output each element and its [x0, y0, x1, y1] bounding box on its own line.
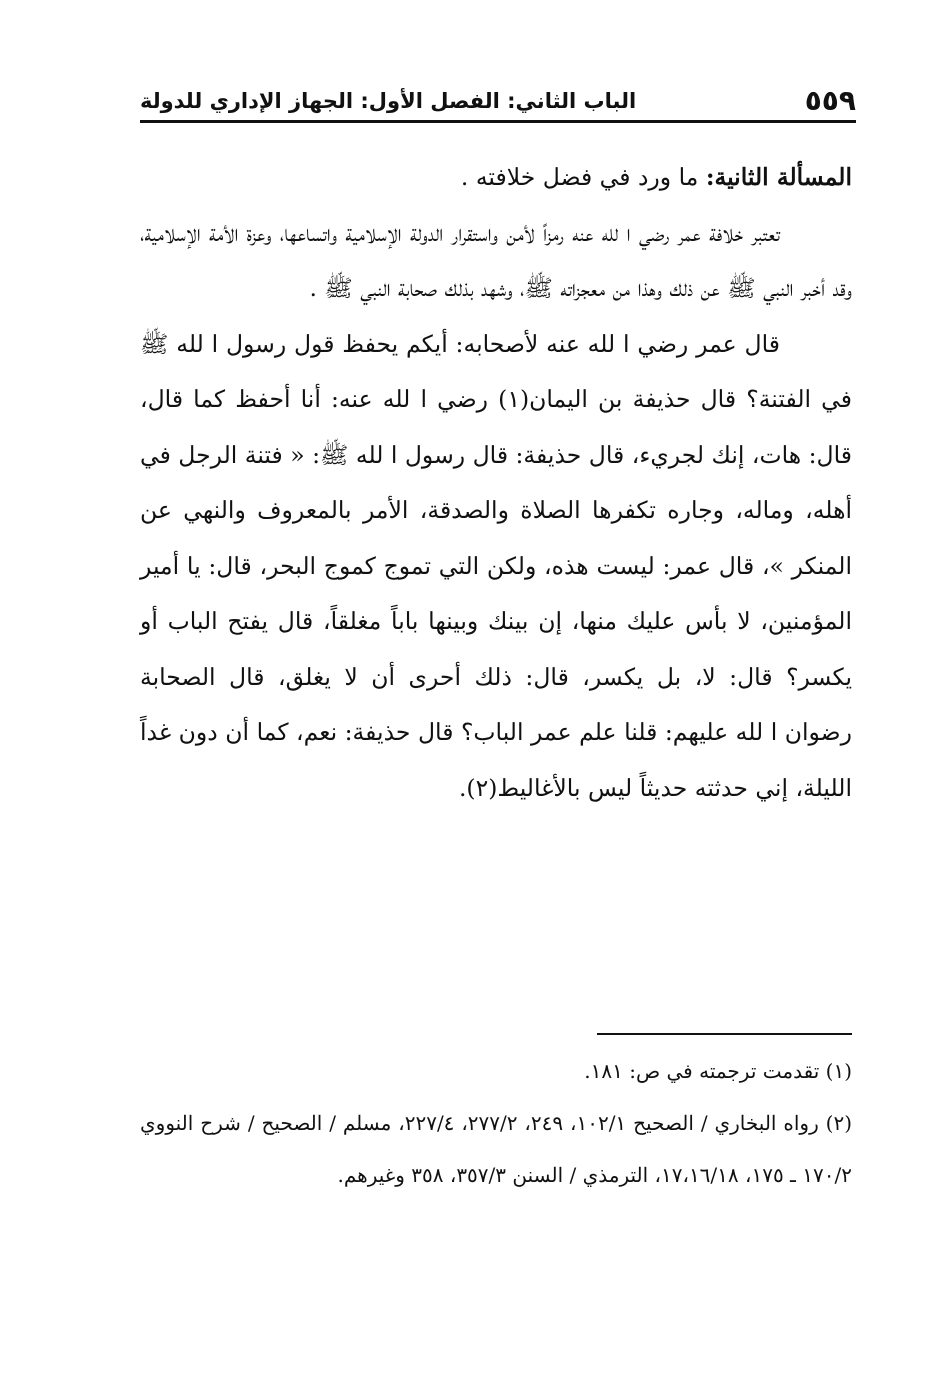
footnote: (٢) رواه البخاري / الصحيح ١٠٢/١، ٢٤٩، ٢٧٧/٢، ٢٢٧/٤، مسلم / الصحيح / شرح النووي ١٧٠/٢ ـ ١٧٥، ١٧،١٦/١٨، الترمذي / السنن ٣٥٧/٣، ٣٥٨ وغيرهم.	[140, 1111, 853, 1187]
section-heading	[140, 150, 852, 206]
paragraph: تعتبر خلافة عمر رضي ا لله عنه رمزاً لأمن واستقرار الدولة الإسلامية واتساعها، وعزة الأمة الإسلامية، وقد أخبر النبي ﷺ عن ذلك وهذا من معجزاته ﷺ، وشهد بذلك صحابة النبي ﷺ .	[140, 218, 852, 302]
body-text	[140, 150, 852, 816]
footnote-rule	[597, 1033, 852, 1035]
footnote: (١) تقدمت ترجمته في ص: ١٨١.	[584, 1059, 852, 1083]
page-number: ٥٥٩	[804, 84, 856, 117]
section-title: المسألة الثانية:	[705, 163, 852, 191]
paragraph: قال عمر رضي ا لله عنه لأصحابه: أيكم يحفظ قول رسول ا لله ﷺ في الفتنة؟ قال حذيفة بن اليمان(١) رضي ا لله عنه: أنا أحفظ كما قال، قال: هات، إنك لجريء، قال حذيفة: قال رسول ا لله ﷺ: « فتنة الرجل في أهله، وماله، وجاره تكفرها الصلاة والصدقة، الأمر بالمعروف والنهي عن المنكر »، قال عمر: ليست هذه، ولكن التي تموج كموج البحر، قال: يا أمير المؤمنين، لا بأس عليك منها، إن بينك وبينها باباً مغلقاً، قال يفتح الباب أو يكسر؟ قال: لا، بل يكسر، قال: ذلك أحرى أن لا يغلق، قال الصحابة رضوان ا لله عليهم: قلنا علم عمر الباب؟ قال حذيفة: نعم، كما أن دون غداً الليلة، إني حدثته حديثاً ليس بالأغاليط(٢).	[140, 329, 853, 802]
running-header	[140, 78, 856, 118]
footnotes	[140, 1045, 852, 1201]
chapter-title: الباب الثاني: الفصل الأول: الجهاز الإداري للدولة	[140, 89, 637, 113]
header-rule	[140, 120, 856, 123]
section-subtitle: ما ورد في فضل خلافته .	[460, 163, 699, 191]
